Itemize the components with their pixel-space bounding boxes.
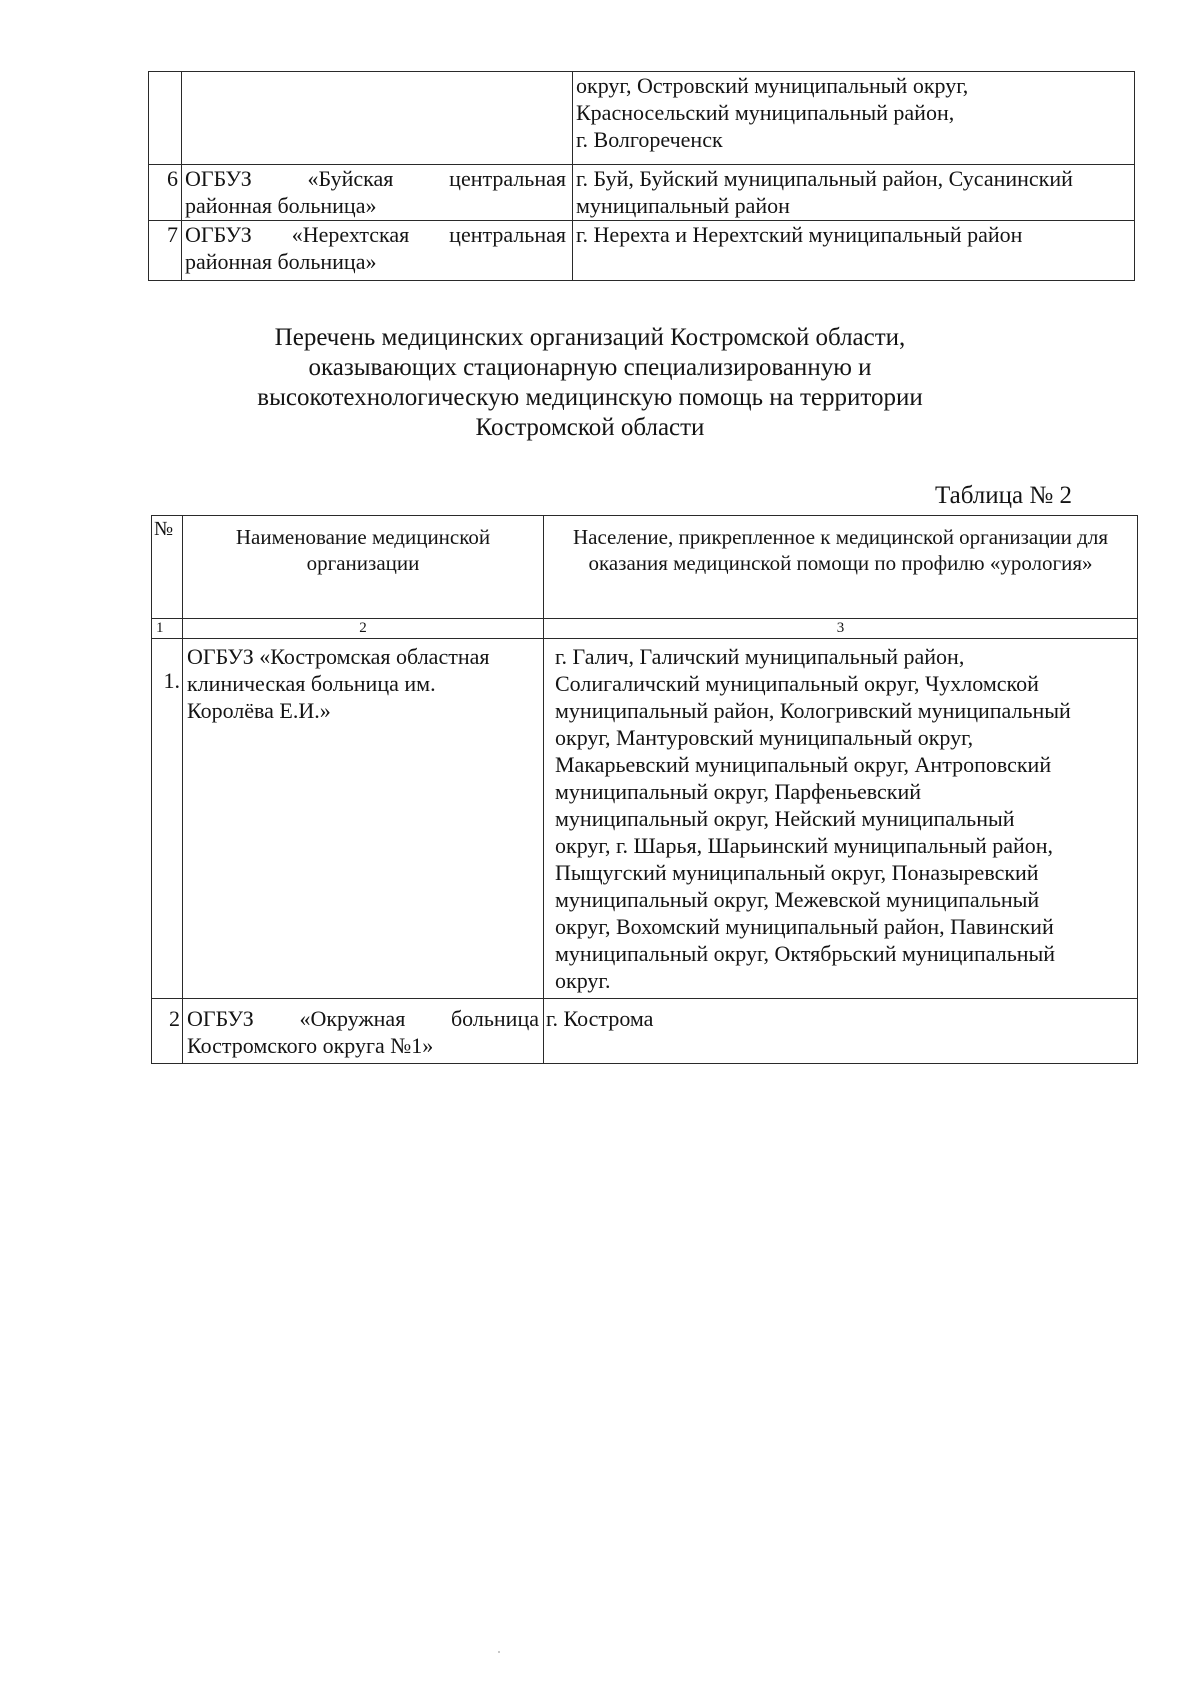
row-number-cell <box>149 72 182 165</box>
population-line: г. Галич, Галичский муниципальный район, <box>555 644 965 669</box>
population-line: муниципальный район <box>576 193 790 218</box>
row-number-cell: 1. <box>152 639 183 999</box>
heading-line: Перечень медицинских организаций Костромской области, <box>274 324 906 351</box>
table-row <box>149 72 1135 165</box>
organization-line: Костромского округа №1» <box>187 1033 434 1058</box>
organization-line: ОГБУЗ «Буйская центральная <box>185 166 566 191</box>
population-line: муниципальный округ, Межевской муниципальный <box>555 887 1040 912</box>
table-row <box>152 639 1138 999</box>
population-line: муниципальный округ, Октябрьский муниципальный <box>555 941 1056 966</box>
header-row <box>152 516 1138 619</box>
column-index-row <box>152 619 1138 639</box>
organization-line: ОГБУЗ «Окружная больница <box>187 1006 539 1031</box>
continuation-table <box>148 71 1135 281</box>
organization-cell <box>182 165 573 221</box>
population-cell <box>573 165 1135 221</box>
organization-line: ОГБУЗ «Нерехтская центральная <box>185 222 566 247</box>
table-row <box>149 165 1135 221</box>
organization-cell <box>182 221 573 281</box>
population-line: г. Волгореченск <box>576 127 723 152</box>
population-line: округ. <box>555 968 611 993</box>
column-index: 2 <box>183 619 544 639</box>
population-line: округ, Вохомский муниципальный район, Павинский <box>555 914 1054 939</box>
heading-line: оказывающих стационарную специализированную и <box>308 354 872 381</box>
population-line: муниципальный район, Кологривский муниципальный <box>555 698 1071 723</box>
organizations-table <box>151 515 1138 1064</box>
population-cell <box>544 639 1138 999</box>
population-line: Пыщугский муниципальный округ, Поназыревский <box>555 860 1039 885</box>
row-number-cell: 7 <box>149 221 182 281</box>
row-number-cell: 6 <box>149 165 182 221</box>
document-heading <box>150 323 1030 443</box>
organization-line: районная больница» <box>185 249 377 274</box>
population-line: г. Нерехта и Нерехтский муниципальный район <box>576 222 1023 247</box>
population-line: округ, Островский муниципальный округ, <box>576 73 969 98</box>
population-cell <box>573 72 1135 165</box>
population-line: муниципальный округ, Парфеньевский <box>555 779 922 804</box>
column-index: 3 <box>544 619 1138 639</box>
row-number-cell: 2 <box>152 999 183 1064</box>
organization-cell <box>182 72 573 165</box>
population-cell <box>573 221 1135 281</box>
scan-speck <box>498 1651 500 1653</box>
population-line: округ, Мантуровский муниципальный округ, <box>555 725 974 750</box>
population-line: округ, г. Шарья, Шарьинский муниципальный район, <box>555 833 1054 858</box>
population-line: г. Буй, Буйский муниципальный район, Сусанинский <box>576 166 1073 191</box>
organization-cell <box>183 999 544 1064</box>
organization-line: ОГБУЗ «Костромская областная <box>187 644 490 669</box>
population-line: Красносельский муниципальный район, <box>576 100 955 125</box>
population-cell: г. Кострома <box>544 999 1138 1064</box>
population-line: Солигаличский муниципальный округ, Чухломской <box>555 671 1039 696</box>
column-index: 1 <box>152 619 183 639</box>
table-row <box>152 999 1138 1064</box>
organization-line: районная больница» <box>185 193 377 218</box>
population-line: муниципальный округ, Нейский муниципальный <box>555 806 1015 831</box>
heading-line: высокотехнологическую медицинскую помощь на территории <box>257 384 923 411</box>
organization-line: Королёва Е.И.» <box>187 698 331 723</box>
header-organization: Наименование медицинской организации <box>183 516 544 619</box>
header-population: Население, прикрепленное к медицинской организации для оказания медицинской помощи по профилю «урология» <box>544 516 1138 619</box>
heading-line: Костромской области <box>475 414 705 441</box>
table-label: Таблица № 2 <box>934 482 1072 509</box>
table-row <box>149 221 1135 281</box>
organization-line: клиническая больница им. <box>187 671 436 696</box>
organization-cell <box>183 639 544 999</box>
header-number: № <box>152 516 183 619</box>
population-line: Макарьевский муниципальный округ, Антроповский <box>555 752 1052 777</box>
